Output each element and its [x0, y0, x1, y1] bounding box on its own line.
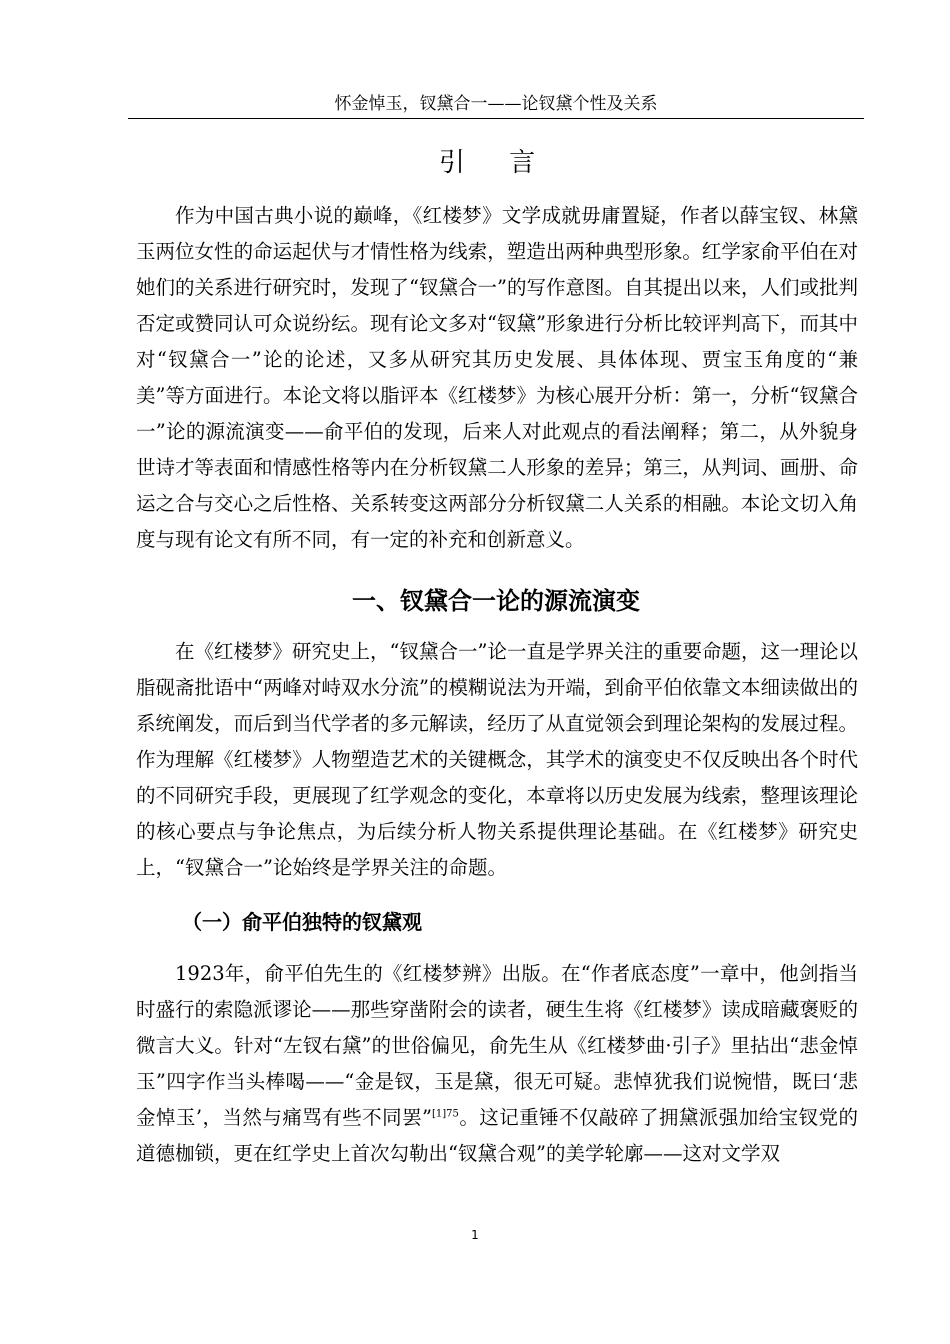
chapter-paragraph: 在《红楼梦》研究史上，“钗黛合一”论一直是学界关注的重要命题，这一理论以脂砚斋批语中“两峰对峙双水分流”的模糊说法为开端，到俞平伯依靠文本细读做出的系统阐发，而后到当代学者的多元解读，经历了从直觉领会到理论架构的发展过程。作为理解《红楼梦》人物塑造艺术的关键概念，其学术的演变史不仅反映出各个时代的不同研究手段，更展现了红学观念的变化，本章将以历史发展为线索，整理该理论的核心要点与争论焦点，为后续分析人物关系提供理论基础。在《红楼梦》研究史上，“钗黛合一”论始终是学界关注的命题。 — [136, 640, 858, 879]
section-paragraph — [136, 956, 858, 1172]
page-number: 1 — [471, 1228, 479, 1242]
intro-paragraph: 作为中国古典小说的巅峰，《红楼梦》文学成就毋庸置疑，作者以薛宝钗、林黛玉两位女性的命运起伏与才情性格为线索，塑造出两种典型形象。红学家俞平伯在对她们的关系进行研究时，发现了“钗黛合一”的写作意图。自其提出以来，人们或批判否定或赞同认可众说纷纭。现有论文多对“钗黛”形象进行分析比较评判高下，而其中对“钗黛合一”论的论述，又多从研究其历史发展、具体体现、贾宝玉角度的“兼美”等方面进行。本论文将以脂评本《红楼梦》为核心展开分析：第一，分析“钗黛合一”论的源流演变——俞平伯的发现，后来人对此观点的看法阐释；第二，从外貌身世诗才等表面和情感性格等内在分析钗黛二人形象的差异；第三，从判词、画册、命运之合与交心之后性格、关系转变这两部分分析钗黛二人关系的相融。本论文切入角度与现有论文有所不同，有一定的补充和创新意义。 — [136, 204, 858, 551]
section-paragraph-text: 1923年，俞平伯先生的《红楼梦辨》出版。在“作者底态度”一章中，他剑指当时盛行的索隐派谬论——那些穿凿附会的读者，硬生生将《红楼梦》读成暗藏褒贬的微言大义。针对“左钗右黛”的世俗偏见，俞先生从《红楼梦曲·引子》里拈出“悲金悼玉”四字作当头棒喝——“金是钗，玉是黛，很无可疑。悲悼犹我们说惋惜，既曰‘悲金悼玉’，当然与痛骂有些不同罢” — [136, 962, 858, 1129]
running-header: 怀金悼玉，钗黛合一——论钗黛个性及关系 — [128, 92, 864, 119]
section-paragraph-continuation: 。这记重锤不仅敲碎了拥黛派强加给宝钗党的道德枷锁，更在红学史上首次勾勒出“钗黛合观”的美学轮廓——这对文学双 — [136, 1106, 858, 1165]
section-heading: （一）俞平伯独特的钗黛观 — [182, 910, 422, 934]
intro-heading: 引 言 — [438, 148, 554, 178]
citation-marker[interactable]: [1]75 — [432, 1108, 459, 1120]
chapter-heading: 一、钗黛合一论的源流演变 — [352, 587, 640, 615]
